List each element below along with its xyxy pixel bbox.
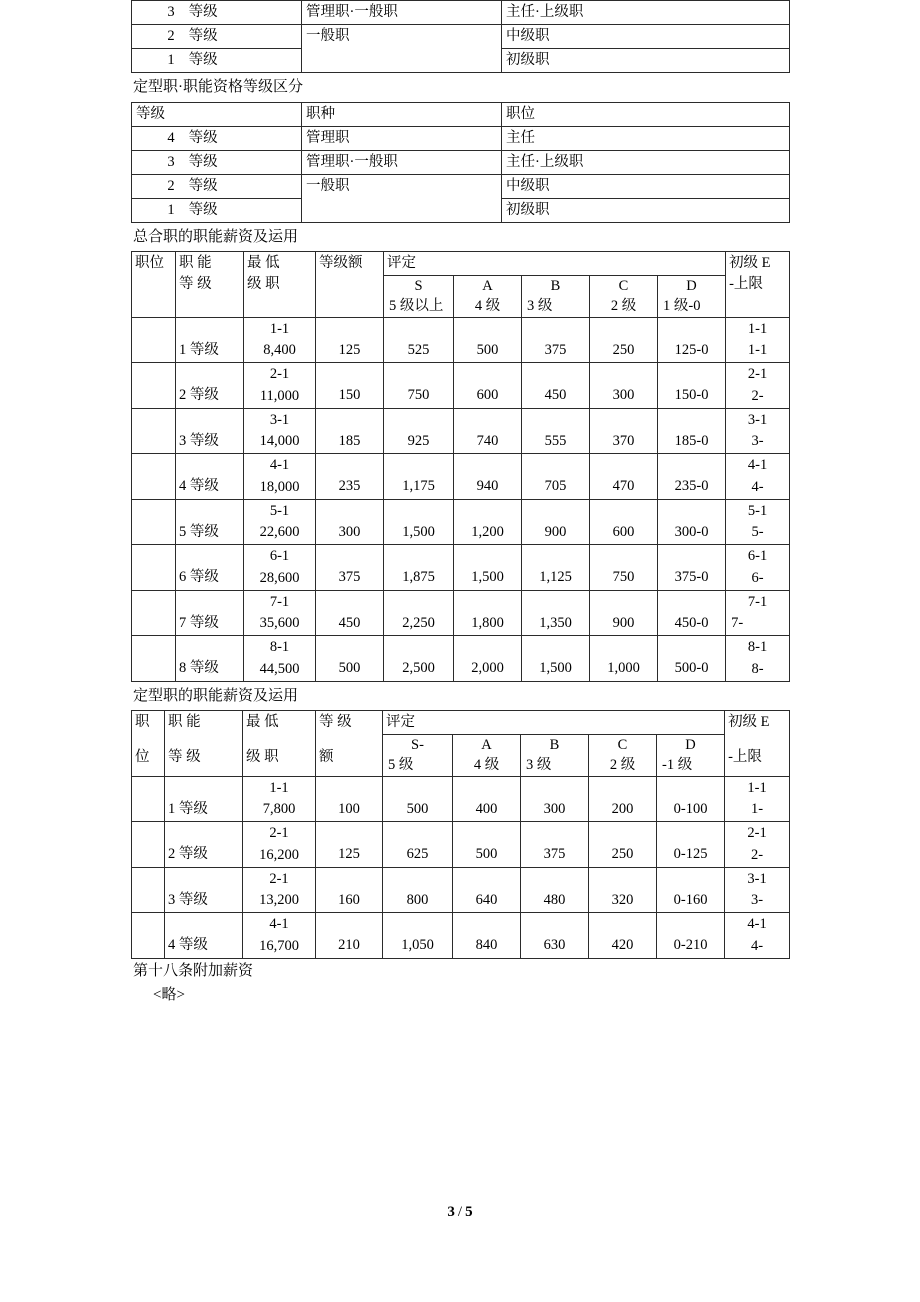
level-unit: 等级 [188,129,218,146]
cell-level [132,49,302,73]
level-number: 3 [167,153,175,170]
page-number-current: 3 [447,1204,455,1220]
header-position: 职 位 [132,711,165,777]
cell-eval-c: 250 [589,822,657,868]
cell-grade-amount: 100 [316,776,383,822]
cell-eval-d: 375-0 [658,545,726,591]
level-unit: 等级 [188,177,218,194]
subheader-eval-s: S- 5 级 [383,735,453,777]
level-unit: 等级 [188,201,218,218]
cell-eval-a: 740 [454,408,522,454]
cell-skill-level: 6 等级 [176,545,244,591]
cell-eval-d: 0-160 [657,867,725,913]
cell-job-type: 管理职·一般职 [302,150,502,174]
footnote-article: 第十八条附加薪资 [133,962,254,979]
page-number-total: 5 [465,1204,473,1220]
cell-grade-amount: 185 [316,408,384,454]
header-entry-limit: 初级 E -上限 [725,711,790,777]
cell-minimum: 2-1 16,200 [243,822,316,868]
cell-grade-amount: 210 [316,913,383,959]
cell-level [132,150,302,174]
cell-eval-s: 1,050 [383,913,453,959]
cell-position [132,776,165,822]
cell-eval-d: 0-125 [657,822,725,868]
table-row [132,363,790,409]
table-top-grade-continuation [131,0,790,73]
header-grade-amount: 等 级 额 [316,711,383,777]
cell-grade-amount: 125 [316,317,384,363]
table-row [132,25,790,49]
cell-eval-a: 840 [453,913,521,959]
header-job-type: 职种 [302,102,502,126]
table-row [132,776,790,822]
cell-grade-amount: 500 [316,636,384,682]
cell-position [132,590,176,636]
cell-position [132,454,176,500]
cell-skill-level: 3 等级 [176,408,244,454]
cell-skill-level: 4 等级 [165,913,243,959]
cell-eval-d: 0-100 [657,776,725,822]
table-row [132,636,790,682]
cell-minimum: 5-1 22,600 [244,499,316,545]
cell-eval-b: 300 [521,776,589,822]
cell-position [132,363,176,409]
cell-minimum: 3-1 14,000 [244,408,316,454]
cell-entry-limit: 1-1 1- [725,776,790,822]
cell-position: 主任·上级职 [502,1,790,25]
level-number: 1 [167,201,175,218]
cell-skill-level: 8 等级 [176,636,244,682]
cell-eval-c: 750 [590,545,658,591]
page-number [0,1204,920,1221]
cell-eval-d: 125-0 [658,317,726,363]
cell-eval-a: 500 [453,822,521,868]
cell-eval-a: 400 [453,776,521,822]
cell-eval-c: 300 [590,363,658,409]
cell-eval-c: 470 [590,454,658,500]
cell-position: 中级职 [502,25,790,49]
cell-grade-amount: 160 [316,867,383,913]
level-unit: 等级 [188,52,218,68]
cell-position [132,636,176,682]
table-row [132,913,790,959]
cell-position [132,867,165,913]
header-skill-level: 职 能 等 级 [176,252,244,318]
cell-minimum: 1-1 8,400 [244,317,316,363]
header-minimum-rank: 最 低 级 职 [243,711,316,777]
cell-eval-a: 600 [454,363,522,409]
cell-level [132,1,302,25]
cell-minimum: 2-1 13,200 [243,867,316,913]
table-row [132,867,790,913]
table-row [132,1,790,25]
table-general-pay [131,251,790,682]
cell-eval-b: 480 [521,867,589,913]
cell-entry-limit: 1-1 1-1 [726,317,790,363]
cell-skill-level: 5 等级 [176,499,244,545]
cell-eval-b: 1,125 [522,545,590,591]
cell-entry-limit: 2-1 2- [726,363,790,409]
level-number: 1 [167,52,175,68]
subheader-eval-c: C 2 级 [589,735,657,777]
cell-entry-limit: 4-1 4- [726,454,790,500]
header-minimum-rank: 最 低 级 职 [244,252,316,318]
caption-general-pay: 总合职的职能薪资及运用 [133,228,299,245]
cell-eval-d: 235-0 [658,454,726,500]
level-unit: 等级 [188,153,218,170]
footnote-omitted: <略> [153,986,185,1003]
table-row [132,408,790,454]
cell-grade-amount: 375 [316,545,384,591]
cell-position: 主任·上级职 [502,150,790,174]
table-row [132,545,790,591]
cell-eval-b: 375 [522,317,590,363]
subheader-eval-a: A 4 级 [453,735,521,777]
cell-eval-b: 1,500 [522,636,590,682]
table-row [132,499,790,545]
cell-eval-b: 555 [522,408,590,454]
caption-fixed-pay: 定型职的职能薪资及运用 [133,687,299,704]
cell-eval-s: 800 [383,867,453,913]
cell-position [132,317,176,363]
cell-eval-b: 630 [521,913,589,959]
cell-skill-level: 2 等级 [176,363,244,409]
cell-skill-level: 1 等级 [165,776,243,822]
cell-eval-s: 925 [384,408,454,454]
level-number: 2 [167,177,175,194]
cell-eval-s: 2,500 [384,636,454,682]
cell-position: 中级职 [502,174,790,198]
level-number: 4 [167,129,175,146]
subheader-eval-d: D -1 级 [657,735,725,777]
table-header-row [132,252,790,276]
cell-grade-amount: 450 [316,590,384,636]
cell-eval-s: 2,250 [384,590,454,636]
cell-grade-amount: 300 [316,499,384,545]
cell-eval-c: 1,000 [590,636,658,682]
cell-position [132,913,165,959]
table-grade-division [131,102,790,223]
level-number: 3 [167,4,175,20]
header-evaluation: 评定 [384,252,726,276]
cell-job-type: 一般职 [302,25,502,73]
cell-eval-s: 1,175 [384,454,454,500]
cell-eval-b: 1,350 [522,590,590,636]
cell-eval-a: 1,200 [454,499,522,545]
cell-eval-s: 500 [383,776,453,822]
cell-position: 初级职 [502,49,790,73]
cell-eval-d: 0-210 [657,913,725,959]
cell-minimum: 7-1 35,600 [244,590,316,636]
cell-skill-level: 2 等级 [165,822,243,868]
table-row [132,317,790,363]
cell-eval-c: 250 [590,317,658,363]
cell-eval-a: 940 [454,454,522,500]
cell-position [132,822,165,868]
cell-eval-d: 450-0 [658,590,726,636]
cell-job-type: 一般职 [302,174,502,222]
cell-level [132,174,302,198]
table-fixed-pay [131,710,790,959]
cell-job-type: 管理职 [302,126,502,150]
cell-eval-a: 500 [454,317,522,363]
header-position: 职位 [132,252,176,318]
cell-position: 初级职 [502,198,790,222]
cell-position [132,499,176,545]
subheader-eval-s: S 5 级以上 [384,276,454,318]
cell-grade-amount: 235 [316,454,384,500]
cell-eval-d: 150-0 [658,363,726,409]
cell-minimum: 1-1 7,800 [243,776,316,822]
header-entry-limit: 初级 E -上限 [726,252,790,318]
cell-eval-c: 420 [589,913,657,959]
cell-eval-c: 600 [590,499,658,545]
table-header-row [132,711,790,735]
table-row [132,822,790,868]
cell-grade-amount: 125 [316,822,383,868]
subheader-eval-c: C 2 级 [590,276,658,318]
cell-eval-b: 375 [521,822,589,868]
cell-entry-limit: 4-1 4- [725,913,790,959]
header-level: 等级 [132,102,302,126]
caption-grade-division: 定型职·职能资格等级区分 [133,79,303,95]
cell-entry-limit: 2-1 2- [725,822,790,868]
cell-eval-a: 1,500 [454,545,522,591]
header-evaluation: 评定 [383,711,725,735]
cell-eval-c: 200 [589,776,657,822]
cell-minimum: 8-1 44,500 [244,636,316,682]
table-row [132,126,790,150]
level-unit: 等级 [188,28,218,44]
cell-eval-s: 625 [383,822,453,868]
cell-eval-c: 900 [590,590,658,636]
cell-skill-level: 3 等级 [165,867,243,913]
table-row [132,454,790,500]
cell-eval-a: 1,800 [454,590,522,636]
cell-eval-s: 1,875 [384,545,454,591]
cell-entry-limit: 6-1 6- [726,545,790,591]
table-header-row [132,102,790,126]
cell-eval-c: 370 [590,408,658,454]
header-skill-level: 职 能 等 级 [165,711,243,777]
cell-minimum: 2-1 11,000 [244,363,316,409]
cell-eval-c: 320 [589,867,657,913]
cell-job-type: 管理职·一般职 [302,1,502,25]
cell-minimum: 6-1 28,600 [244,545,316,591]
cell-grade-amount: 150 [316,363,384,409]
cell-entry-limit: 3-1 3- [726,408,790,454]
cell-eval-s: 750 [384,363,454,409]
cell-position [132,545,176,591]
cell-eval-a: 640 [453,867,521,913]
cell-level [132,25,302,49]
cell-eval-d: 185-0 [658,408,726,454]
cell-level [132,126,302,150]
cell-eval-b: 450 [522,363,590,409]
cell-eval-s: 1,500 [384,499,454,545]
document-page [131,0,789,1007]
cell-skill-level: 7 等级 [176,590,244,636]
subheader-eval-a: A 4 级 [454,276,522,318]
cell-eval-d: 500-0 [658,636,726,682]
cell-eval-b: 900 [522,499,590,545]
cell-eval-d: 300-0 [658,499,726,545]
cell-eval-b: 705 [522,454,590,500]
cell-skill-level: 4 等级 [176,454,244,500]
cell-level [132,198,302,222]
header-position: 职位 [502,102,790,126]
header-grade-amount: 等级额 [316,252,384,318]
cell-entry-limit: 8-1 8- [726,636,790,682]
cell-entry-limit: 7-1 7- [726,590,790,636]
cell-minimum: 4-1 18,000 [244,454,316,500]
cell-eval-s: 525 [384,317,454,363]
cell-eval-a: 2,000 [454,636,522,682]
level-number: 2 [167,28,175,44]
page-number-separator: / [457,1204,463,1220]
level-unit: 等级 [188,4,218,20]
subheader-eval-d: D 1 级-0 [658,276,726,318]
subheader-eval-b: B 3 级 [522,276,590,318]
table-row [132,590,790,636]
subheader-eval-b: B 3 级 [521,735,589,777]
cell-minimum: 4-1 16,700 [243,913,316,959]
table-row [132,150,790,174]
cell-skill-level: 1 等级 [176,317,244,363]
cell-entry-limit: 5-1 5- [726,499,790,545]
cell-entry-limit: 3-1 3- [725,867,790,913]
table-row [132,174,790,198]
cell-position: 主任 [502,126,790,150]
cell-position [132,408,176,454]
